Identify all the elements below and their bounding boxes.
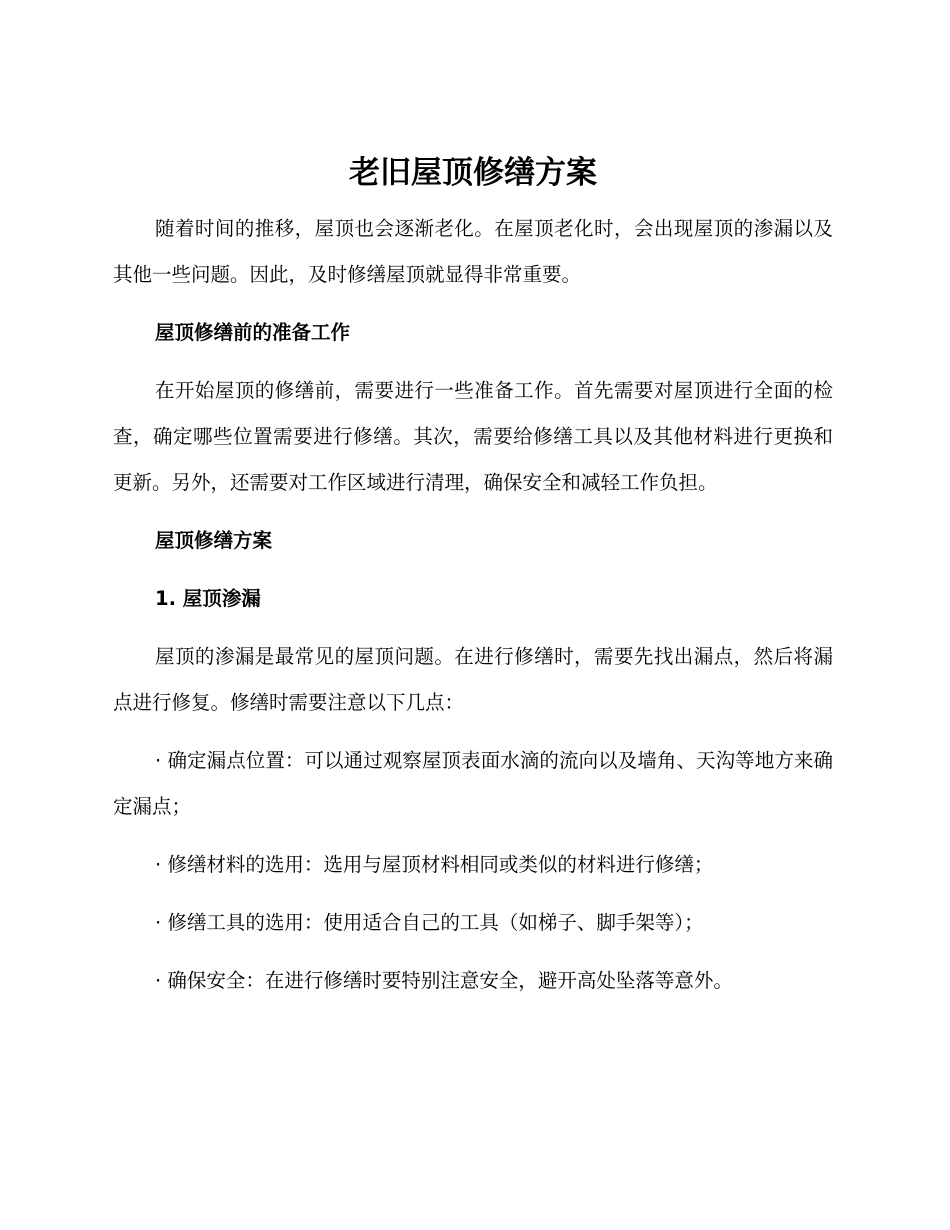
section-heading-preparation: 屋顶修缮前的准备工作 (155, 321, 351, 344)
preparation-paragraph: 在开始屋顶的修缮前，需要进行一些准备工作。首先需要对屋顶进行全面的检查，确定哪些位置需要进行修缮。其次，需要给修缮工具以及其他材料进行更换和更新。另外，还需要对工作区域进行清理，确保安全和减轻工作负担。 (113, 379, 833, 494)
roof-leak-paragraph: 屋顶的渗漏是最常见的屋顶问题。在进行修缮时，需要先找出漏点，然后将漏点进行修复。修缮时需要注意以下几点： (113, 645, 833, 714)
bullet-item: · 修缮材料的选用：选用与屋顶材料相同或类似的材料进行修缮； (155, 853, 714, 876)
bullet-item: · 确定漏点位置：可以通过观察屋顶表面水滴的流向以及墙角、天沟等地方来确定漏点； (113, 749, 833, 818)
intro-paragraph: 随着时间的推移，屋顶也会逐渐老化。在屋顶老化时，会出现屋顶的渗漏以及其他一些问题。因此，及时修缮屋顶就显得非常重要。 (113, 217, 833, 286)
bullet-item: · 修缮工具的选用：使用适合自己的工具（如梯子、脚手架等）； (155, 911, 704, 934)
bullet-item: · 确保安全：在进行修缮时要特别注意安全，避开高处坠落等意外。 (155, 969, 733, 992)
document-body (113, 150, 833, 1016)
subheading-roof-leak: 1. 屋顶渗漏 (155, 587, 261, 610)
section-heading-plan: 屋顶修缮方案 (155, 529, 273, 552)
document-title: 老旧屋顶修缮方案 (349, 155, 597, 191)
